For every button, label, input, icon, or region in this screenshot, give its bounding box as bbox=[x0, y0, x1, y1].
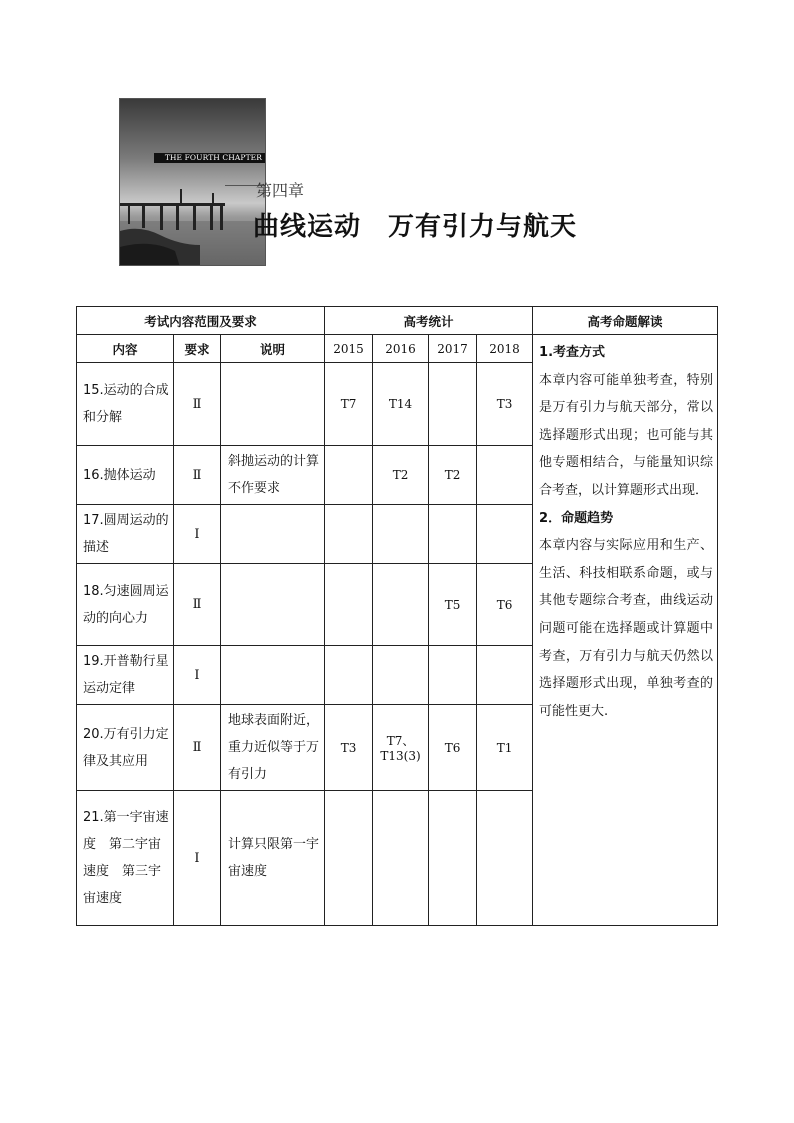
row-level: Ⅰ bbox=[174, 646, 221, 705]
row-note: 斜抛运动的计算不作要求 bbox=[221, 446, 325, 505]
stat-cell bbox=[325, 564, 373, 646]
stat-cell bbox=[429, 363, 477, 446]
column-header-year: 2015 bbox=[325, 335, 373, 363]
stat-cell bbox=[373, 646, 429, 705]
stat-cell bbox=[325, 646, 373, 705]
chapter-title: 曲线运动 万有引力与航天 bbox=[253, 212, 578, 242]
group-header-stats: 高考统计 bbox=[325, 307, 533, 335]
pier-photo bbox=[120, 99, 266, 266]
exam-requirements-table bbox=[76, 306, 718, 926]
stat-cell bbox=[373, 505, 429, 564]
row-content: 19.开普勒行星运动定律 bbox=[77, 646, 174, 705]
stat-cell bbox=[477, 646, 533, 705]
stat-cell bbox=[477, 791, 533, 926]
row-note bbox=[221, 564, 325, 646]
group-header-scope: 考试内容范围及要求 bbox=[77, 307, 325, 335]
column-header-year: 2018 bbox=[477, 335, 533, 363]
interpretation-cell bbox=[533, 335, 718, 926]
stat-cell bbox=[429, 505, 477, 564]
row-level: Ⅱ bbox=[174, 363, 221, 446]
stat-cell: T6 bbox=[429, 705, 477, 791]
row-content: 16.抛体运动 bbox=[77, 446, 174, 505]
column-header-level: 要求 bbox=[174, 335, 221, 363]
stat-cell: T2 bbox=[429, 446, 477, 505]
stat-cell bbox=[325, 791, 373, 926]
group-header-interpretation: 高考命题解读 bbox=[533, 307, 718, 335]
stat-cell bbox=[477, 446, 533, 505]
stat-cell bbox=[373, 564, 429, 646]
column-header-content: 内容 bbox=[77, 335, 174, 363]
row-note bbox=[221, 363, 325, 446]
stat-cell: T3 bbox=[477, 363, 533, 446]
stat-cell: T7、T13(3) bbox=[373, 705, 429, 791]
row-note bbox=[221, 646, 325, 705]
chapter-banner: THE FOURTH CHAPTER bbox=[154, 153, 266, 163]
interpretation-paragraph: 本章内容与实际应用和生产、生活、科技相联系命题，或与其他专题综合考查，曲线运动问题可能在选择题或计算题中考查，万有引力与航天仍然以选择题形式出现，单独考查的可能性更大. bbox=[539, 538, 714, 719]
row-level: Ⅱ bbox=[174, 564, 221, 646]
interpretation-heading: 1.考查方式 bbox=[539, 345, 606, 360]
stat-cell bbox=[325, 446, 373, 505]
row-note bbox=[221, 505, 325, 564]
row-level: Ⅰ bbox=[174, 505, 221, 564]
chapter-cover-image bbox=[119, 98, 266, 266]
stat-cell bbox=[373, 791, 429, 926]
column-header-year: 2016 bbox=[373, 335, 429, 363]
row-level: Ⅱ bbox=[174, 705, 221, 791]
stat-cell bbox=[429, 646, 477, 705]
interpretation-heading: 2．命题趋势 bbox=[539, 510, 614, 526]
stat-cell bbox=[429, 791, 477, 926]
row-content: 18.匀速圆周运动的向心力 bbox=[77, 564, 174, 646]
stat-cell: T1 bbox=[477, 705, 533, 791]
row-content: 17.圆周运动的描述 bbox=[77, 505, 174, 564]
stat-cell: T7 bbox=[325, 363, 373, 446]
column-header-note: 说明 bbox=[221, 335, 325, 363]
interpretation-paragraph: 本章内容可能单独考查，特别是万有引力与航天部分，常以选择题形式出现；也可能与其他专题相结合，与能量知识综合考查，以计算题形式出现． bbox=[539, 372, 714, 498]
row-level: Ⅰ bbox=[174, 791, 221, 926]
row-content: 21.第一宇宙速度 第二宇宙速度 第三宇宙速度 bbox=[77, 791, 174, 926]
stat-cell bbox=[325, 505, 373, 564]
row-content: 15.运动的合成和分解 bbox=[77, 363, 174, 446]
stat-cell bbox=[477, 505, 533, 564]
column-header-year: 2017 bbox=[429, 335, 477, 363]
chapter-number: 第四章 bbox=[256, 181, 305, 200]
stat-cell: T14 bbox=[373, 363, 429, 446]
stat-cell: T6 bbox=[477, 564, 533, 646]
stat-cell: T2 bbox=[373, 446, 429, 505]
row-note: 地球表面附近，重力近似等于万有引力 bbox=[221, 705, 325, 791]
stat-cell: T3 bbox=[325, 705, 373, 791]
row-content: 20.万有引力定律及其应用 bbox=[77, 705, 174, 791]
row-level: Ⅱ bbox=[174, 446, 221, 505]
stat-cell: T5 bbox=[429, 564, 477, 646]
row-note: 计算只限第一宇宙速度 bbox=[221, 791, 325, 926]
